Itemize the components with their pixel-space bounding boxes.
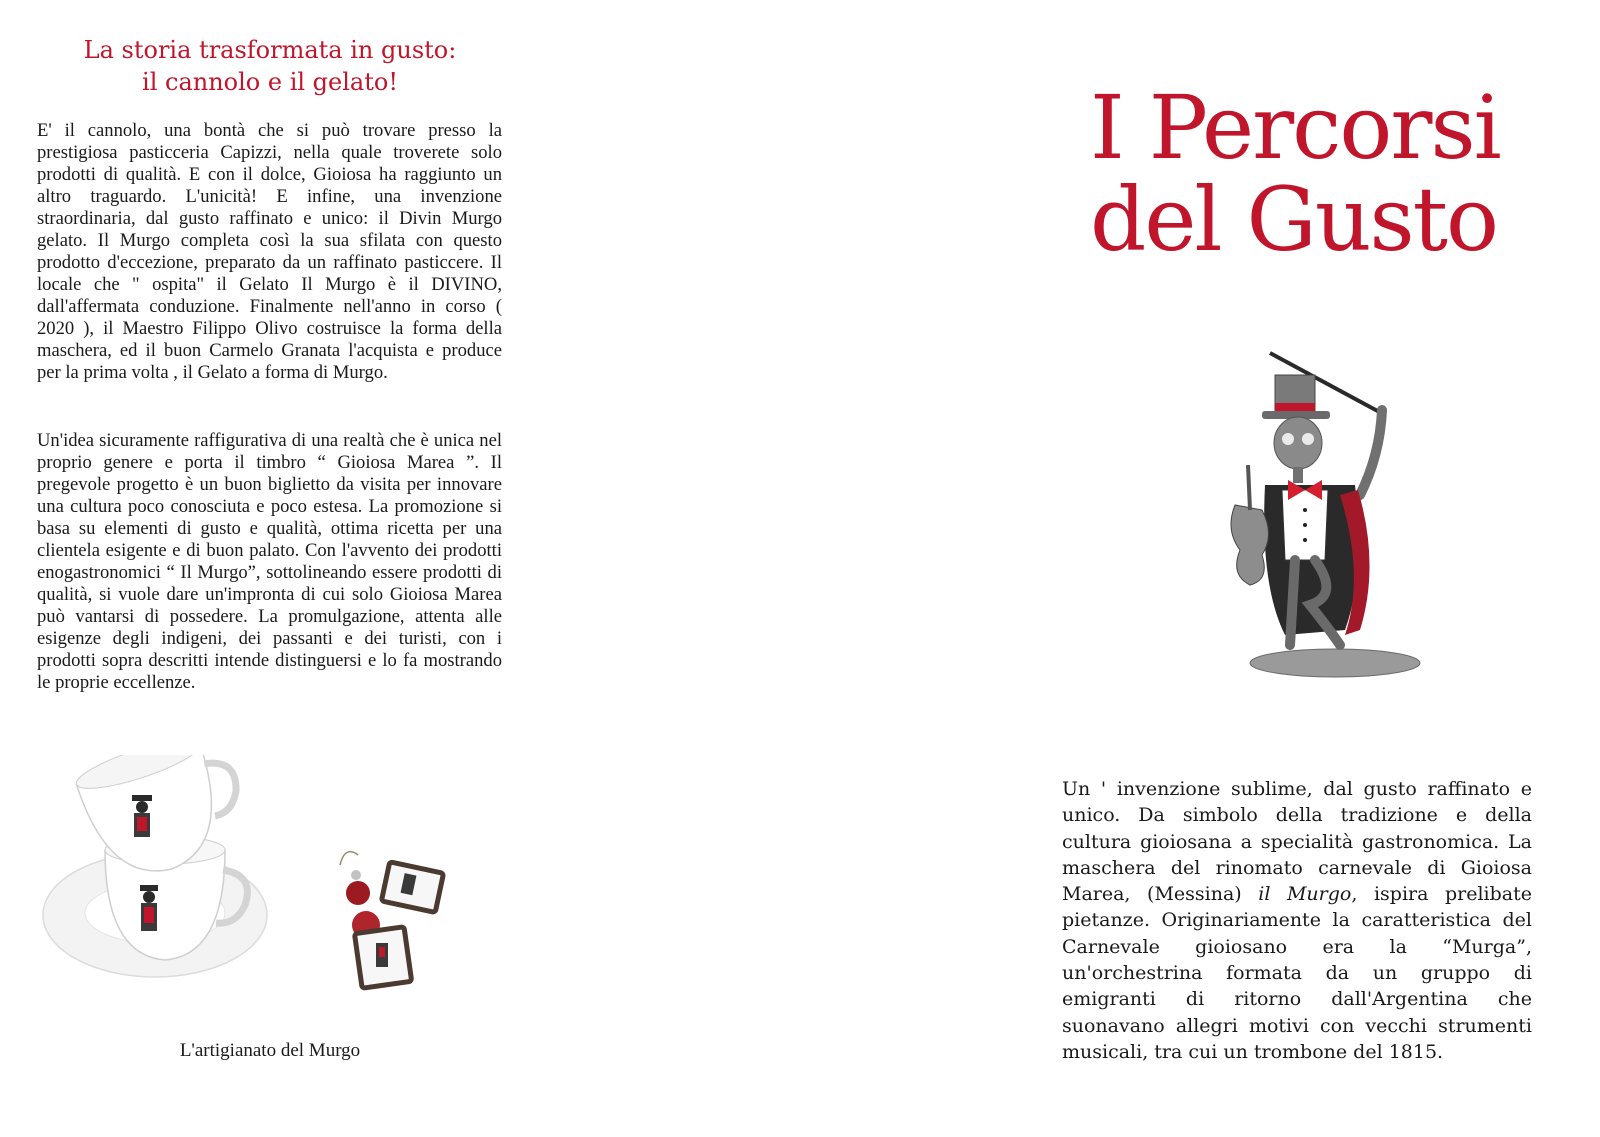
main-title	[1090, 76, 1560, 271]
main-title-line2: del Gusto	[1090, 168, 1498, 271]
right-text-italic: il Murgo	[1258, 883, 1352, 906]
right-text-part1: Un ' invenzione sublime, dal gusto raffinato e unico. Da simbolo della tradizione e della cultura gioiosana a specialità gastronomica. La maschera del rinomato carnevale di Gioiosa Marea, (Messina)	[1062, 778, 1532, 906]
paragraph-idea: Un'idea sicuramente raffigurativa di una realtà che è unica nel proprio genere e porta il timbro “ Gioiosa Marea ”. Il pregevole progetto è un buon biglietto da visita per innovare una cultura poco conosciuta e poco estesa. La promozione si basa su elementi di gusto e qualità, ottima ricetta per una clientela esigente e di buon palato. Con l'avvento dei prodotti enogastronomici “ Il Murgo”, sottolineando essere prodotti di qualità, si vuole dare un'impronta di cui solo Gioiosa Marea può vantarsi di possedere. La promulgazione, attenta alle esigenze degli indigeni, dei passanti e dei turisti, con i prodotti sopra descritti intende distinguersi e lo fa mostrando le proprie eccellenze.	[37, 430, 502, 693]
main-title-line1: I Percorsi	[1090, 76, 1500, 179]
murgo-statue-photo	[1190, 345, 1450, 685]
right-page-text	[1062, 776, 1532, 1065]
right-text-part2: , ispira prelibate pietanze. Originariamente la caratteristica del Carnevale gioiosano era la “Murga”, un'orchestrina formata da un gruppo di emigranti di ritorno dall'Argentina che suonavano allegri motivi con vecchi strumenti musicali, tra cui un trombone del 1815.	[1062, 883, 1532, 1063]
section-title	[30, 34, 510, 98]
photo-caption: L'artigianato del Murgo	[179, 1040, 361, 1061]
cups-and-earrings-photo	[40, 755, 460, 1015]
paragraph-cannolo: E' il cannolo, una bontà che si può trovare presso la prestigiosa pasticceria Capizzi, nella quale troverete solo prodotti di qualità. E con il dolce, Gioiosa ha raggiunto un altro traguardo. L'unicità! E infine, una invenzione straordinaria, dal gusto raffinato e unico: il Divin Murgo gelato. Il Murgo completa così la sua sfilata con questo prodotto d'eccezione, preparato da un raffinato pasticcere. Il locale che " ospita" il Gelato Il Murgo è il DIVINO, dall'affermata conduzione. Finalmente nell'anno in corso ( 2020 ), il Maestro Filippo Olivo costruisce la forma della maschera, ed il buon Carmelo Granata l'acquista e produce per la prima volta , il Gelato a forma di Murgo.	[37, 120, 502, 383]
section-title-line2: il cannolo e il gelato!	[142, 68, 398, 96]
section-title-line1: La storia trasformata in gusto:	[83, 36, 457, 64]
